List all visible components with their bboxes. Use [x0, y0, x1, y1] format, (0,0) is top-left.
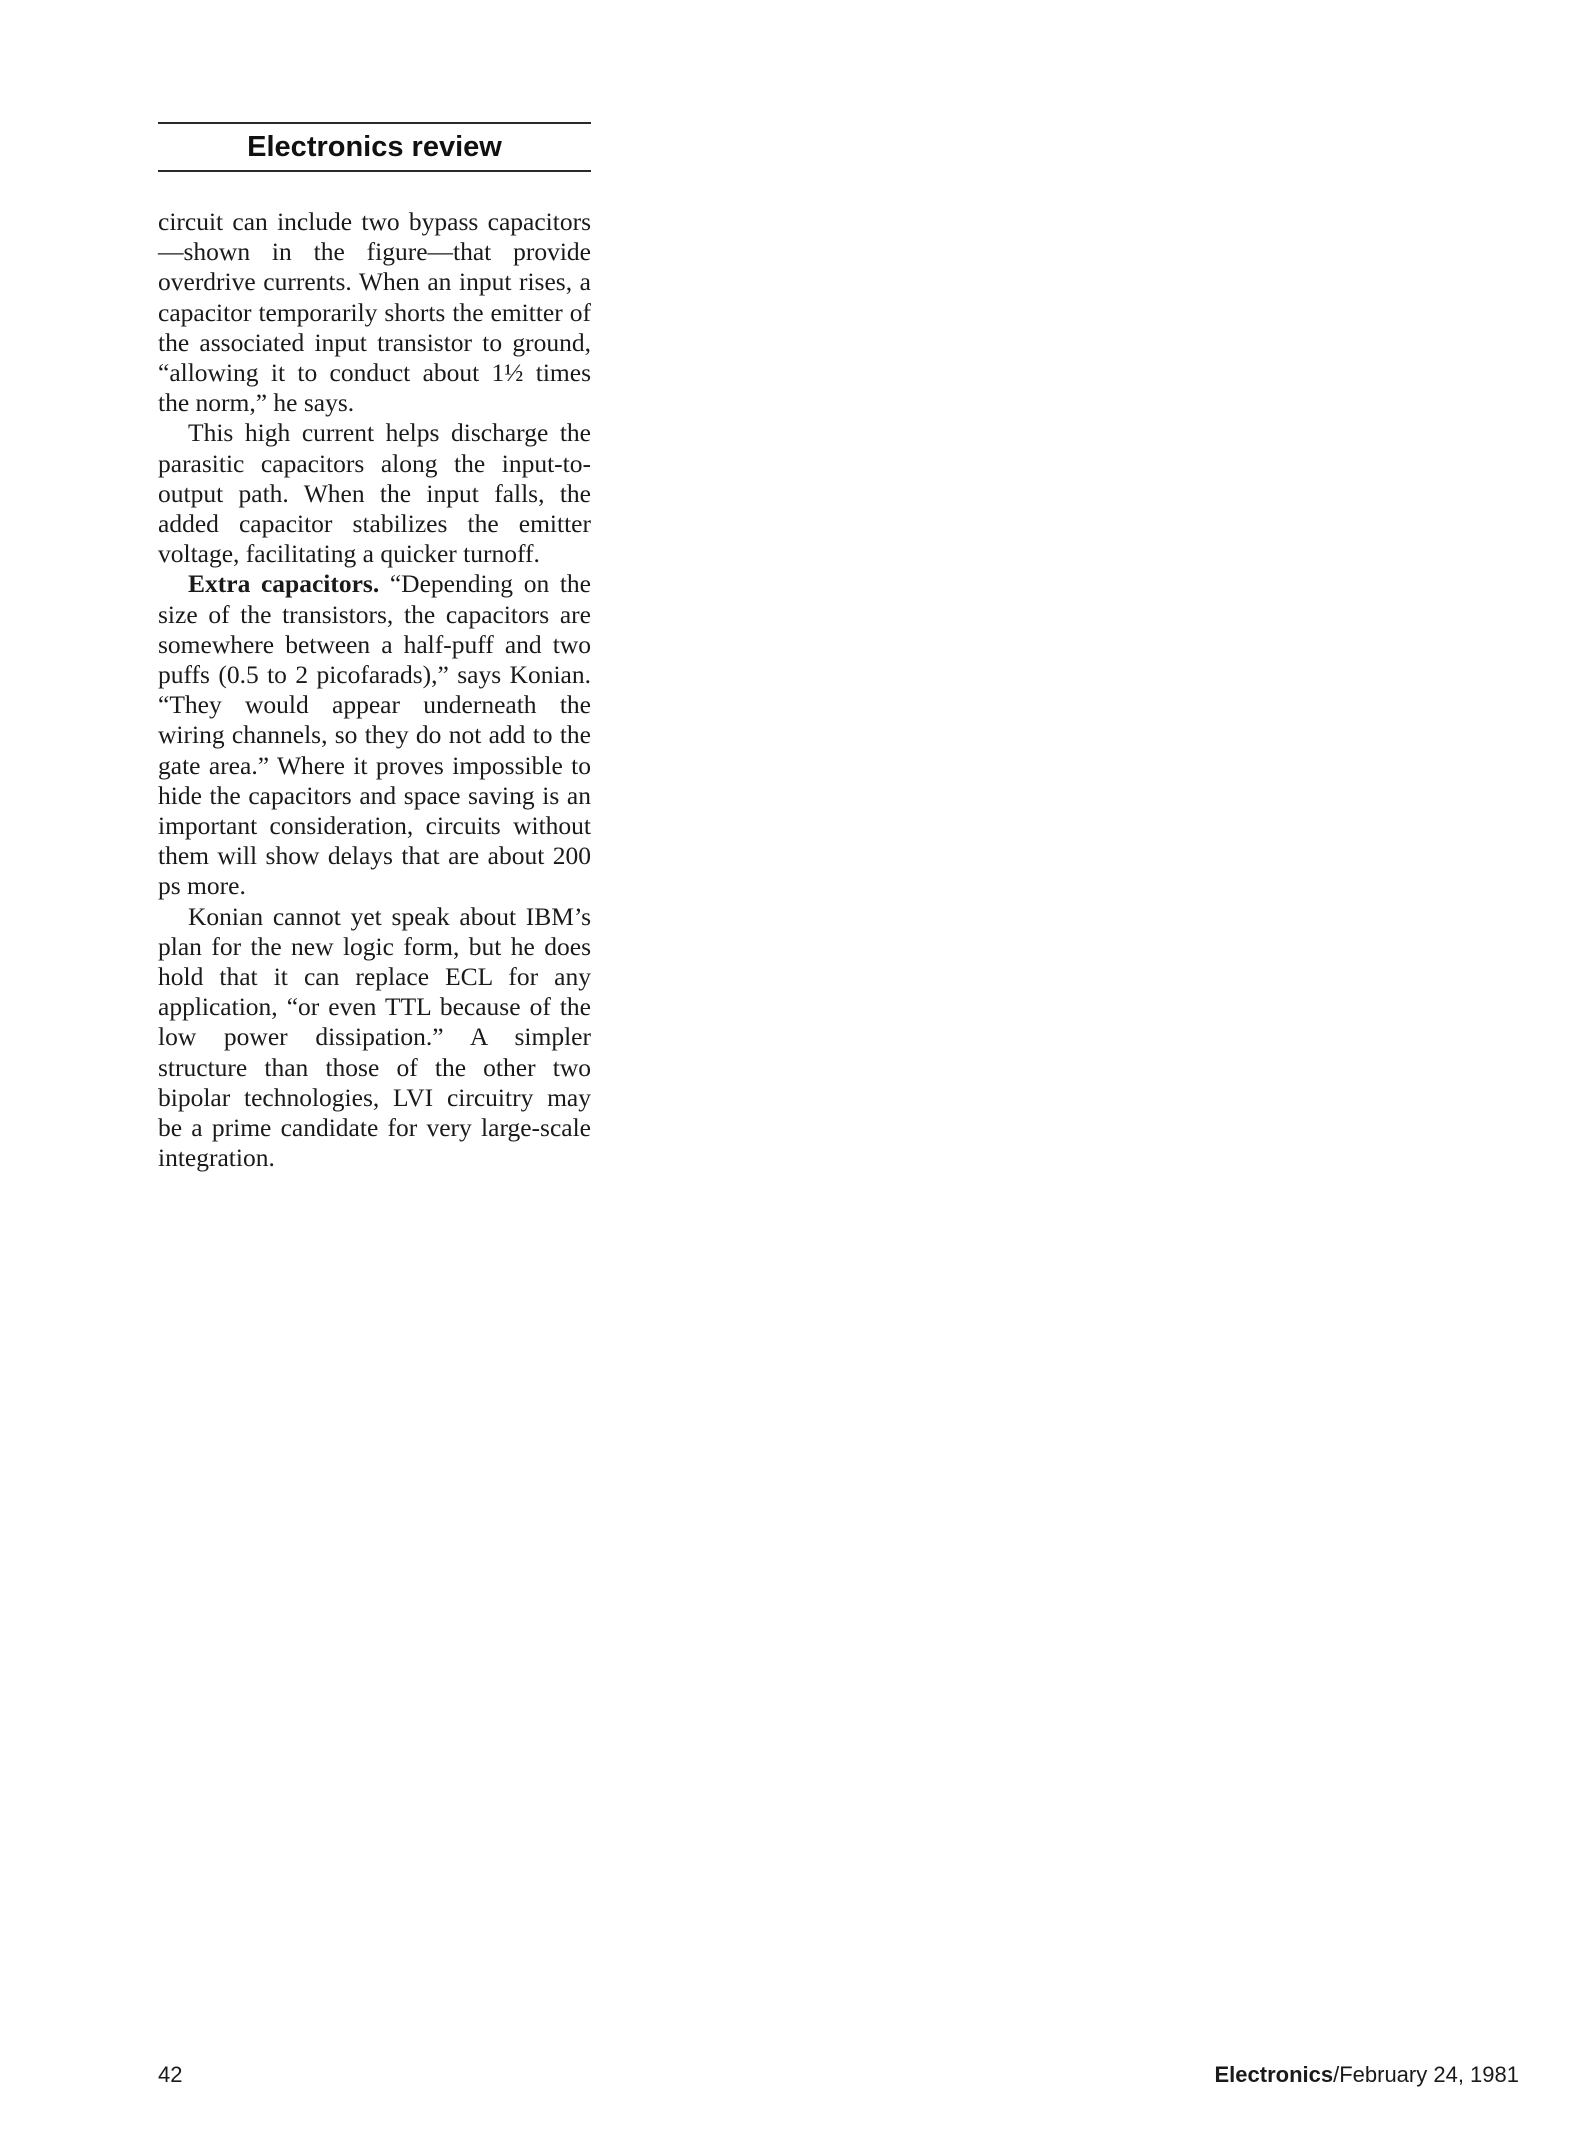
- paragraph-text: Konian cannot yet speak about IBM’s plan for the new logic form, but he does hold that it can replace ECL for any application, “or even TTL because of the low power dissipation.” A simpler structure than those of the other two bipolar technologies, LVI circuitry may be a prime candidate for very large-scale integration.: [158, 901, 591, 1173]
- publication-name: Electronics: [1214, 2062, 1334, 2087]
- header-bottom-rule: [158, 170, 591, 172]
- run-in-heading: Extra capacitors.: [188, 569, 380, 599]
- article-paragraph-4: [158, 902, 591, 1174]
- article-paragraph-1: [158, 207, 591, 418]
- article-paragraph-2: [158, 418, 591, 569]
- article-column: [158, 207, 591, 1174]
- paragraph-text: circuit can include two bypass capacitors—shown in the figure—that provide overdrive currents. When an input rises, a capacitor temporarily shorts the emitter of the associated input transistor to ground, “allowing it to conduct about 1½ times the norm,” he says.: [158, 207, 591, 418]
- section-title: Electronics review: [247, 131, 502, 163]
- publication-footer: [1214, 2062, 1519, 2088]
- issue-date: /February 24, 1981: [1333, 2062, 1519, 2087]
- paragraph-text: “Depending on the size of the transistors, the capacitors are somewhere between a half-puff and two puffs (0.5 to 2 picofarads),” says Konian. “They would appear underneath the wiring channels, so they do not add to the gate area.” Where it proves impossible to hide the capacitors and space saving is an important consideration, circuits without them will show delays that are about 200 ps more.: [158, 569, 591, 901]
- section-header: [158, 122, 591, 172]
- paragraph-text: This high current helps discharge the parasitic capacitors along the input-to-output path. When the input falls, the added capacitor stabilizes the emitter voltage, facilitating a quicker turnoff.: [158, 418, 591, 569]
- article-paragraph-3: [158, 569, 591, 901]
- page-number: 42: [158, 2062, 183, 2087]
